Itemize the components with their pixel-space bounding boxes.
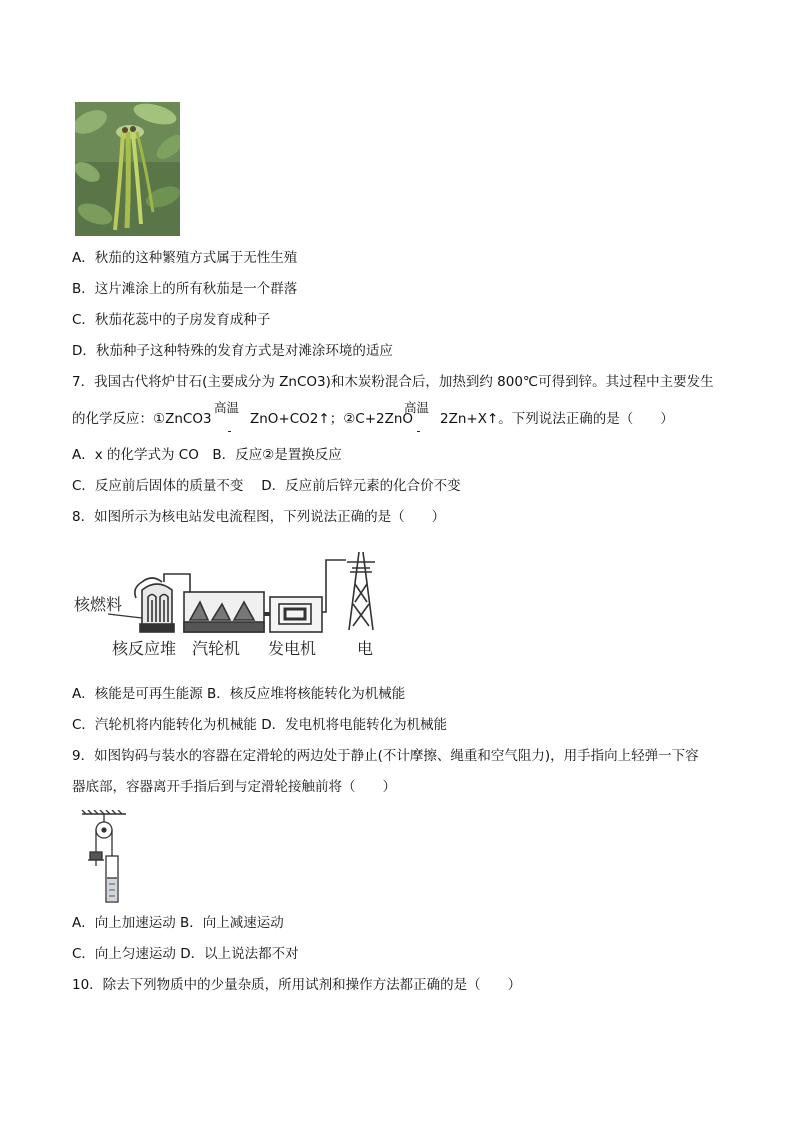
q6-option-a: A．秋茄的这种繁殖方式属于无性生殖 (72, 250, 298, 266)
q8-options-line1: A．核能是可再生能源 B．核反应堆将核能转化为机械能 (72, 686, 406, 702)
q9-stem-line2: 器底部，容器离开手指后到与定滑轮接触前将（ ） (72, 779, 396, 795)
q8-options-line2: C．汽轮机将内能转化为机械能 D．发电机将电能转化为机械能 (72, 717, 448, 733)
q6-option-b: B．这片滩涂上的所有秋茄是一个群落 (72, 281, 298, 297)
q7-options-line1: A．x 的化学式为 CO B．反应②是置换反应 (72, 447, 342, 463)
label-reactor: 核反应堆 (112, 639, 177, 658)
q9-options-line2: C．向上匀速运动 D．以上说法都不对 (72, 946, 299, 962)
mangrove-photo (75, 102, 180, 236)
label-generator: 发电机 (268, 639, 317, 658)
reaction1-products: ZnO+CO2↑；②C+2ZnO (250, 411, 414, 427)
q8-stem: 8．如图所示为核电站发电流程图，下列说法正确的是（ ） (72, 509, 446, 525)
q7-options-line2: C．反应前后固体的质量不变 D．反应前后锌元素的化合价不变 (72, 478, 461, 494)
nuclear-plant-drawing (72, 542, 402, 664)
reaction2-products: 2Zn+X↑。下列说法正确的是（ ） (440, 411, 674, 427)
q9-stem-line1: 9．如图钩码与装水的容器在定滑轮的两边处于静止(不计摩擦、绳重和空气阻力)，用手指向上轻弹一下容 (72, 748, 699, 764)
q6-option-d: D．秋茄种子这种特殊的发育方式是对滩涂环境的适应 (72, 343, 393, 359)
q6-option-c: C．秋茄花蕊中的子房发育成种子 (72, 312, 271, 328)
label-electricity: 电 (357, 639, 374, 658)
reaction1-equals-mark (228, 431, 231, 432)
reaction2-equals-mark (417, 431, 420, 432)
pulley-diagram (76, 810, 136, 906)
pulley-drawing (76, 810, 136, 906)
label-turbine: 汽轮机 (192, 639, 241, 658)
reaction2-condition: 高温 (404, 400, 430, 415)
q9-options-line1: A．向上加速运动 B．向上减速运动 (72, 915, 284, 931)
q7-stem-line2-prefix: 的化学反应：①ZnCO3 (72, 411, 212, 427)
q10-stem: 10．除去下列物质中的少量杂质，所用试剂和操作方法都正确的是（ ） (72, 977, 522, 993)
nuclear-plant-diagram (72, 542, 402, 664)
label-fuel: 核燃料 (74, 595, 123, 614)
mangrove-photo-art (75, 102, 180, 236)
reaction1-condition: 高温 (214, 400, 240, 415)
q7-stem-line1: 7．我国古代将炉甘石(主要成分为 ZnCO3)和木炭粉混合后，加热到约 800℃可得到锌。其过程中主要发生 (72, 374, 714, 390)
